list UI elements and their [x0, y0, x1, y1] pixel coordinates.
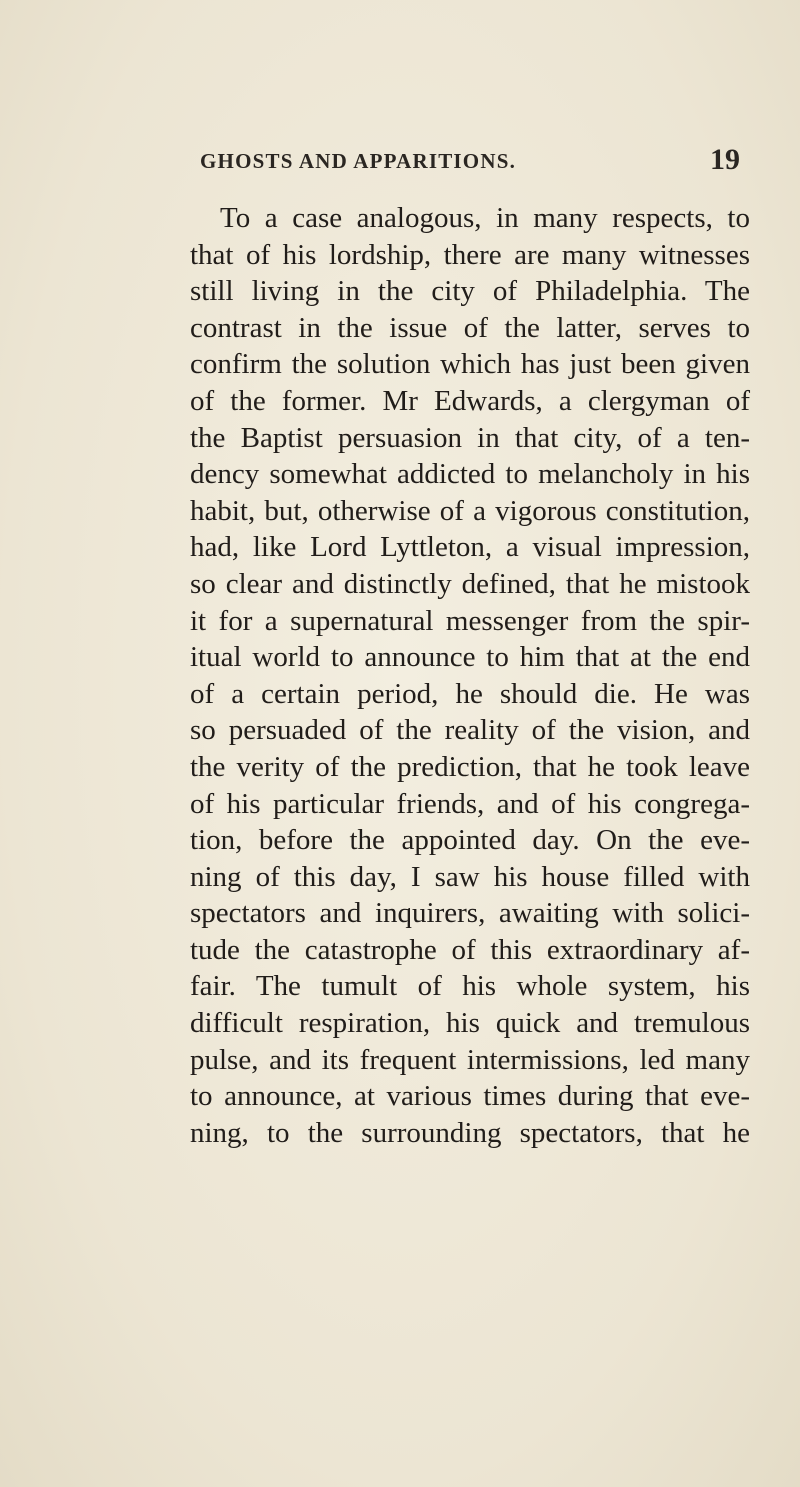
text-line: of his particular friends, and of his congrega-: [190, 787, 750, 820]
text-line: tude the catastrophe of this extraordinary af-: [190, 933, 750, 966]
text-line: it for a supernatural messenger from the spir-: [190, 604, 750, 637]
text-line: fair. The tumult of his whole system, his: [190, 970, 750, 1003]
running-head: GHOSTS AND APPARITIONS.: [200, 149, 517, 173]
text-line: pulse, and its frequent intermissions, led many: [190, 1043, 750, 1076]
text-line: ning of this day, I saw his house filled with: [190, 860, 750, 893]
text-line: still living in the city of Philadelphia. The: [190, 275, 750, 308]
text-line: confirm the solution which has just been given: [190, 348, 750, 381]
text-line: the Baptist persuasion in that city, of a ten-: [190, 421, 750, 454]
text-line: To a case analogous, in many respects, to: [220, 202, 750, 234]
text-line: habit, but, otherwise of a vigorous constitution,: [190, 494, 750, 527]
text-line: the verity of the prediction, that he took leave: [190, 750, 750, 783]
text-line: dency somewhat addicted to melancholy in his: [190, 458, 750, 491]
text-line: tion, before the appointed day. On the eve-: [190, 824, 750, 857]
text-line: of the former. Mr Edwards, a clergyman of: [190, 384, 750, 417]
page-number: 19: [710, 143, 740, 176]
text-line: difficult respiration, his quick and tremulous: [190, 1007, 750, 1040]
text-line: so persuaded of the reality of the vision, and: [190, 714, 750, 747]
text-line: so clear and distinctly defined, that he mistook: [190, 567, 750, 600]
text-line: itual world to announce to him that at the end: [190, 641, 750, 674]
page-header: [200, 143, 740, 179]
text-line: had, like Lord Lyttleton, a visual impression,: [190, 531, 750, 564]
text-line: that of his lordship, there are many witnesses: [190, 238, 750, 271]
body-paragraph: [190, 200, 750, 1151]
text-line: to announce, at various times during that eve-: [190, 1080, 750, 1113]
text-line: of a certain period, he should die. He was: [190, 677, 750, 710]
text-line: ning, to the surrounding spectators, that he: [190, 1116, 750, 1149]
text-line: contrast in the issue of the latter, serves to: [190, 311, 750, 344]
text-line: spectators and inquirers, awaiting with solici-: [190, 897, 750, 930]
